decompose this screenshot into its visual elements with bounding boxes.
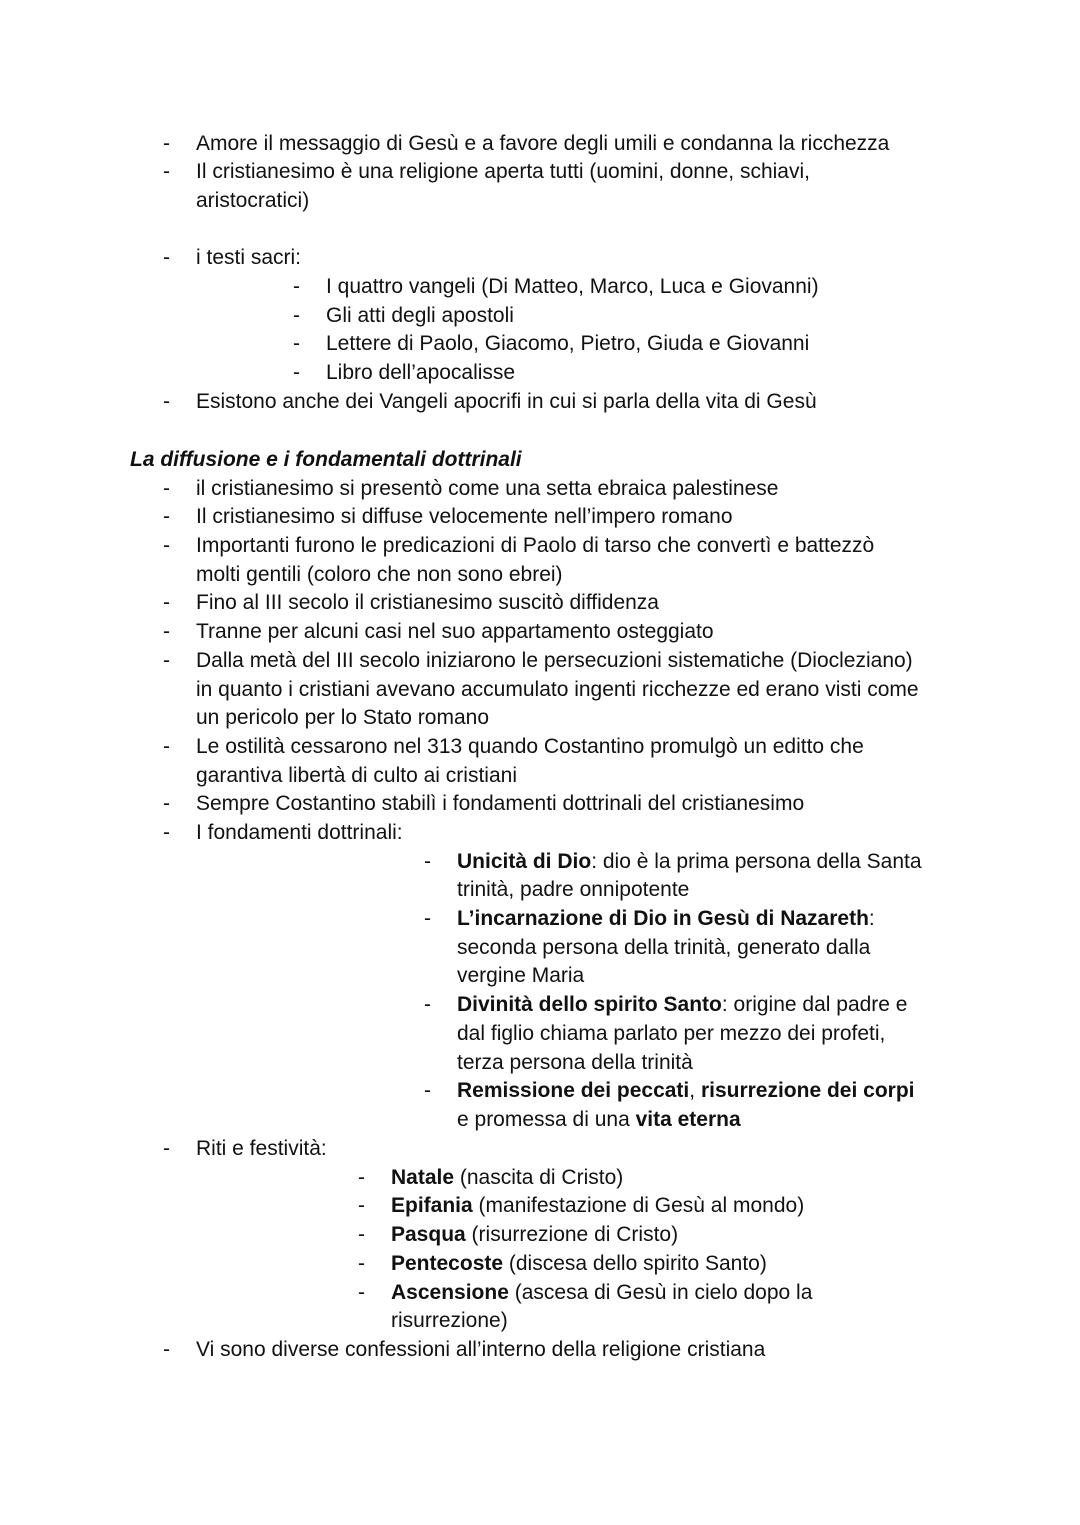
bullet-dash: - <box>163 792 170 815</box>
bullet-dash: - <box>358 1166 365 1189</box>
bullet-dash: - <box>358 1223 365 1246</box>
rite-christmas <box>391 1164 623 1192</box>
bullet-dash: - <box>163 1338 170 1361</box>
doctrine-unity-title: Unicità di Dio <box>457 850 592 873</box>
doctrine-remission-line2 <box>457 1106 741 1134</box>
point-persecutions-line1: Dalla metà del III secolo iniziarono le persecuzioni sistematiche (Diocleziano) <box>196 649 913 672</box>
bullet-dash: - <box>163 620 170 643</box>
rite-epiphany-text: (manifestazione di Gesù al mondo) <box>472 1194 805 1217</box>
doctrine-unity-line1 <box>457 848 922 876</box>
doctrine-holy-spirit-line2: dal figlio chiama parlato per mezzo dei profeti, <box>457 1022 886 1045</box>
doctrine-incarnation-colon: : <box>868 907 875 930</box>
intro-item-open-religion-line2: aristocratici) <box>196 189 310 212</box>
rite-easter-title: Pasqua <box>391 1223 466 1246</box>
rite-ascension-title: Ascensione <box>391 1281 509 1304</box>
point-sect: il cristianesimo si presentò come una setta ebraica palestinese <box>196 477 779 500</box>
point-spread: Il cristianesimo si diffuse velocemente nell’impero romano <box>196 505 733 528</box>
doctrine-eternal-life: vita eterna <box>635 1108 741 1131</box>
doctrine-remission-sep: , <box>689 1079 701 1102</box>
point-confessions: Vi sono diverse confessioni all’interno della religione cristiana <box>196 1338 766 1361</box>
bullet-dash: - <box>293 304 300 327</box>
point-paul-line2: molti gentili (coloro che non sono ebrei) <box>196 563 563 586</box>
point-opposed: Tranne per alcuni casi nel suo appartamento osteggiato <box>196 620 714 643</box>
doctrine-incarnation-line3: vergine Maria <box>457 964 585 987</box>
intro-item-apocrypha: Esistono anche dei Vangeli apocrifi in cui si parla della vita di Gesù <box>196 390 817 413</box>
rite-pentecost-title: Pentecoste <box>391 1252 504 1275</box>
sacred-text-item: Lettere di Paolo, Giacomo, Pietro, Giuda e Giovanni <box>326 332 810 355</box>
doctrines-label: I fondamenti dottrinali: <box>196 821 403 844</box>
rite-easter-text: (risurrezione di Cristo) <box>465 1223 679 1246</box>
bullet-dash: - <box>163 477 170 500</box>
rites-label: Riti e festività: <box>196 1137 327 1160</box>
rite-christmas-title: Natale <box>391 1166 455 1189</box>
doctrine-remission-text: e promessa di una <box>457 1108 636 1131</box>
intro-item-open-religion-line1: Il cristianesimo è una religione aperta tutti (uomini, donne, schiavi, <box>196 160 810 183</box>
rite-easter <box>391 1221 678 1249</box>
bullet-dash: - <box>424 993 431 1016</box>
doctrine-incarnation-line1 <box>457 905 875 933</box>
doctrine-remission-title: Remissione dei peccati <box>457 1079 690 1102</box>
bullet-dash: - <box>163 132 170 155</box>
point-persecutions-line3: un pericolo per lo Stato romano <box>196 706 490 729</box>
section-heading: La diffusione e i fondamentali dottrinali <box>130 448 522 471</box>
rite-pentecost <box>391 1250 767 1278</box>
doctrine-holy-spirit-title: Divinità dello spirito Santo <box>457 993 722 1016</box>
bullet-dash: - <box>424 907 431 930</box>
sacred-text-item: Libro dell’apocalisse <box>326 361 516 384</box>
bullet-dash: - <box>163 649 170 672</box>
bullet-dash: - <box>293 361 300 384</box>
bullet-dash: - <box>163 821 170 844</box>
bullet-dash: - <box>358 1194 365 1217</box>
bullet-dash: - <box>163 735 170 758</box>
doctrine-resurrection-title: risurrezione dei corpi <box>700 1079 915 1102</box>
doctrine-holy-spirit-line1 <box>457 991 908 1019</box>
intro-item-love: Amore il messaggio di Gesù e a favore degli umili e condanna la ricchezza <box>196 132 890 155</box>
bullet-dash: - <box>293 275 300 298</box>
rite-epiphany-title: Epifania <box>391 1194 473 1217</box>
bullet-dash: - <box>163 591 170 614</box>
doctrine-holy-spirit-text: : origine dal padre e <box>721 993 908 1016</box>
point-edict-line2: garantiva libertà di culto ai cristiani <box>196 764 517 787</box>
rite-ascension-line2: risurrezione) <box>391 1309 508 1332</box>
sacred-text-item: Gli atti degli apostoli <box>326 304 514 327</box>
bullet-dash: - <box>293 332 300 355</box>
doctrine-unity-line2: trinità, padre onnipotente <box>457 878 690 901</box>
doctrine-incarnation-title: L’incarnazione di Dio in Gesù di Nazareth <box>457 907 869 930</box>
doctrine-incarnation-line2: seconda persona della trinità, generato dalla <box>457 936 871 959</box>
bullet-dash: - <box>358 1252 365 1275</box>
doctrine-unity-text: : dio è la prima persona della Santa <box>591 850 922 873</box>
point-constantine: Sempre Costantino stabilì i fondamenti dottrinali del cristianesimo <box>196 792 805 815</box>
bullet-dash: - <box>163 505 170 528</box>
doctrine-holy-spirit-line3: terza persona della trinità <box>457 1051 693 1074</box>
bullet-dash: - <box>163 534 170 557</box>
rite-ascension-text: (ascesa di Gesù in cielo dopo la <box>508 1281 813 1304</box>
point-distrust: Fino al III secolo il cristianesimo suscitò diffidenza <box>196 591 659 614</box>
point-persecutions-line2: in quanto i cristiani avevano accumulato ingenti ricchezze ed erano visti come <box>196 678 919 701</box>
point-paul-line1: Importanti furono le predicazioni di Paolo di tarso che convertì e battezzò <box>196 534 875 557</box>
bullet-dash: - <box>358 1281 365 1304</box>
rite-pentecost-text: (discesa dello spirito Santo) <box>503 1252 767 1275</box>
point-edict-line1: Le ostilità cessarono nel 313 quando Costantino promulgò un editto che <box>196 735 864 758</box>
bullet-dash: - <box>163 390 170 413</box>
sacred-texts-label: i testi sacri: <box>196 246 302 269</box>
rite-ascension-line1 <box>391 1279 812 1307</box>
bullet-dash: - <box>424 1079 431 1102</box>
rite-christmas-text: (nascita di Cristo) <box>454 1166 624 1189</box>
bullet-dash: - <box>163 1137 170 1160</box>
bullet-dash: - <box>424 850 431 873</box>
sacred-text-item: I quattro vangeli (Di Matteo, Marco, Luca e Giovanni) <box>326 275 819 298</box>
bullet-dash: - <box>163 246 170 269</box>
doctrine-remission-line1 <box>457 1077 915 1105</box>
bullet-dash: - <box>163 160 170 183</box>
rite-epiphany <box>391 1192 804 1220</box>
